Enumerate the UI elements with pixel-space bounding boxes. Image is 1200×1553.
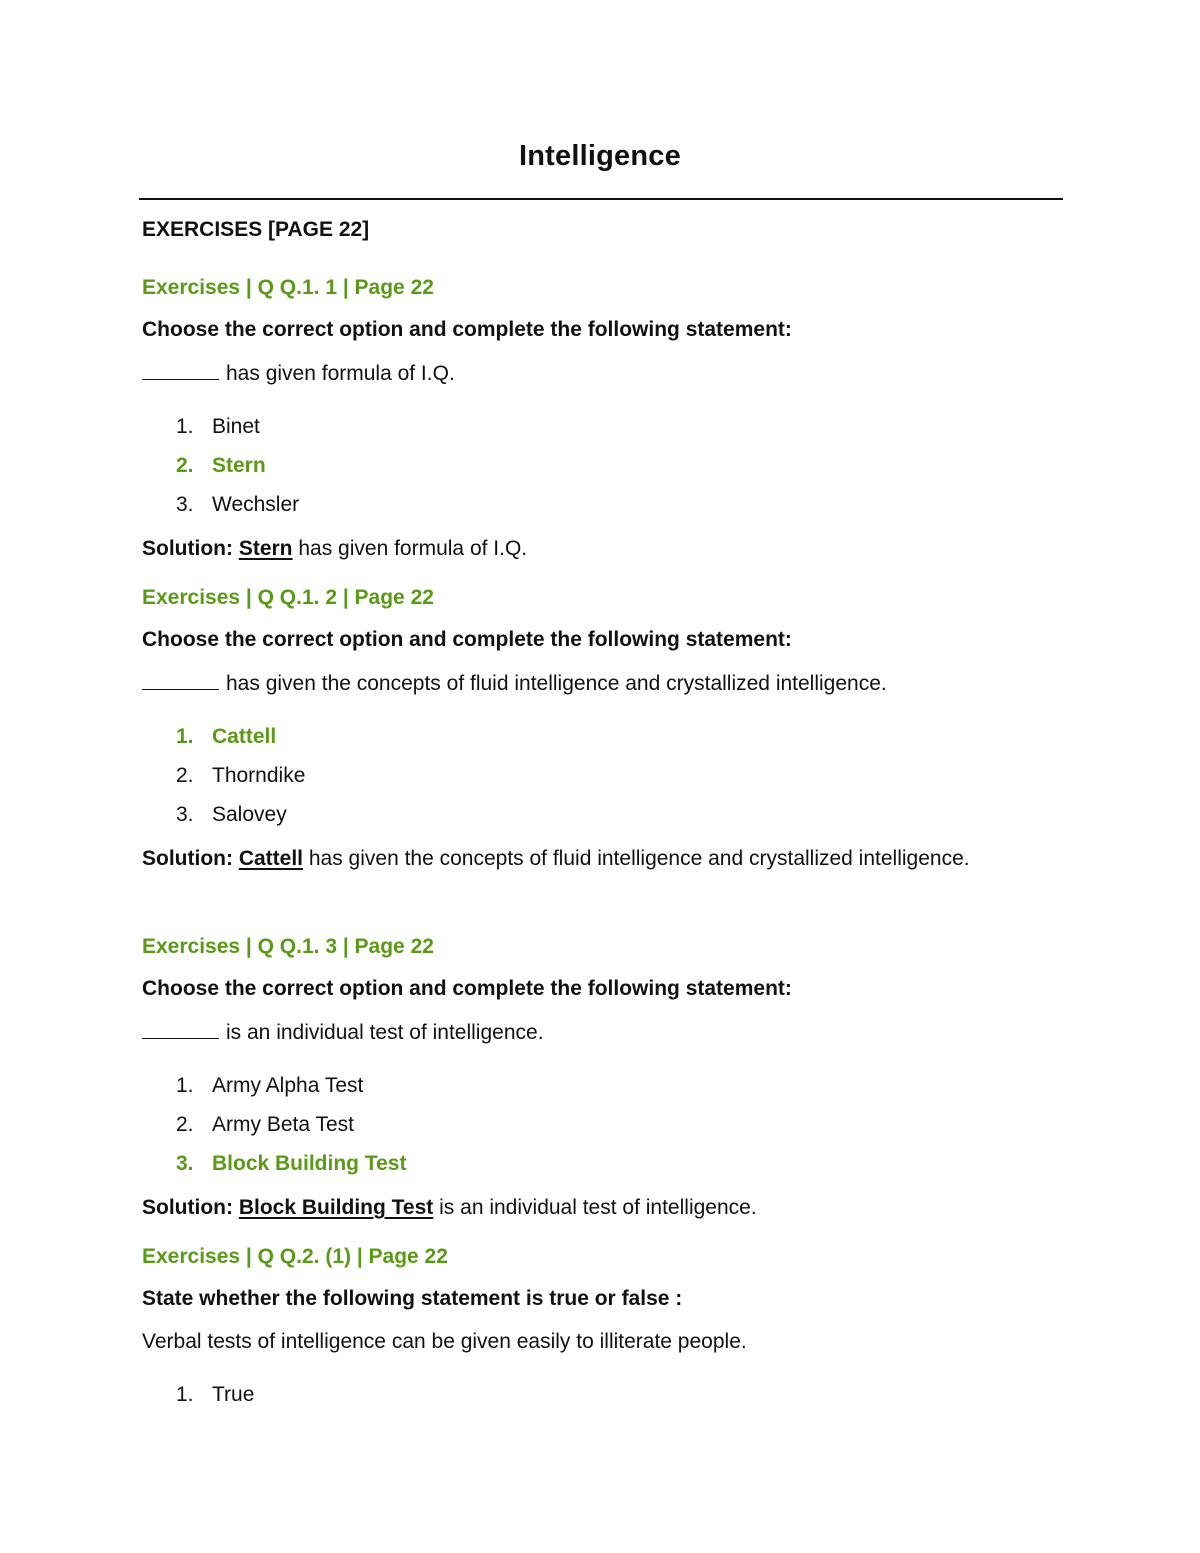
- option-number: 1.: [176, 1383, 194, 1406]
- question-heading: Exercises | Q Q.1. 1 | Page 22: [142, 276, 434, 299]
- question-block: [142, 1245, 1072, 1422]
- solution-answer: Cattell: [238, 847, 304, 870]
- section-heading: EXERCISES [PAGE 22]: [142, 218, 370, 241]
- option-list: [142, 1074, 1072, 1191]
- option-item: [142, 803, 1072, 842]
- option-item: [142, 764, 1072, 803]
- option-number: 2.: [176, 764, 194, 787]
- solution-label: Solution:: [142, 1196, 233, 1219]
- question-statement: Verbal tests of intelligence can be given easily to illiterate people.: [142, 1330, 747, 1353]
- question-instruction: Choose the correct option and complete the following statement:: [142, 318, 792, 341]
- solution-text: is an individual test of intelligence.: [439, 1196, 757, 1219]
- solution-label: Solution:: [142, 847, 233, 870]
- option-item: [142, 415, 1072, 454]
- option-list: [142, 725, 1072, 842]
- solution-text: has given the concepts of fluid intelligence and crystallized intelligence.: [308, 847, 970, 870]
- option-label: True: [212, 1383, 255, 1406]
- question-statement: [142, 361, 1072, 386]
- statement-text: is an individual test of intelligence.: [226, 1021, 544, 1044]
- question-instruction: State whether the following statement is true or false :: [142, 1287, 683, 1310]
- option-number: 1.: [176, 1074, 194, 1097]
- option-number: 3.: [176, 803, 194, 826]
- question-block: [142, 935, 1072, 1227]
- option-label: Wechsler: [212, 493, 300, 516]
- solution-label: Solution:: [142, 537, 233, 560]
- solution-text: has given formula of I.Q.: [298, 537, 528, 560]
- solution: [142, 1189, 972, 1227]
- option-number: 3.: [176, 1152, 194, 1175]
- option-label: Army Beta Test: [212, 1113, 354, 1136]
- option-label: Binet: [212, 415, 260, 438]
- question-heading: Exercises | Q Q.1. 3 | Page 22: [142, 935, 434, 958]
- solution-answer: Block Building Test: [238, 1196, 434, 1219]
- question-heading: Exercises | Q Q.1. 2 | Page 22: [142, 586, 434, 609]
- fill-blank: [142, 671, 219, 690]
- option-list: [142, 1383, 1072, 1422]
- page-title: Intelligence: [519, 140, 681, 172]
- option-item-correct: [142, 725, 1072, 764]
- option-item: [142, 493, 1072, 532]
- question-heading: Exercises | Q Q.2. (1) | Page 22: [142, 1245, 448, 1268]
- option-label: Cattell: [212, 725, 277, 748]
- statement-text: has given the concepts of fluid intelligence and crystallized intelligence.: [226, 672, 887, 695]
- solution: [142, 530, 972, 568]
- option-number: 2.: [176, 1113, 194, 1136]
- option-number: 1.: [176, 415, 194, 438]
- option-number: 1.: [176, 725, 194, 748]
- option-list: [142, 415, 1072, 532]
- question-instruction: Choose the correct option and complete the following statement:: [142, 977, 792, 1000]
- option-item: [142, 1113, 1072, 1152]
- question-block: [142, 586, 1072, 878]
- question-block: [142, 276, 1072, 568]
- question-statement: [142, 1020, 1072, 1045]
- option-label: Salovey: [212, 803, 287, 826]
- option-item: [142, 1383, 1072, 1422]
- solution: [142, 840, 972, 878]
- title-divider: [139, 198, 1063, 200]
- solution-answer: Stern: [238, 537, 293, 560]
- option-number: 2.: [176, 454, 194, 477]
- option-label: Block Building Test: [212, 1152, 407, 1175]
- statement-text: has given formula of I.Q.: [226, 362, 455, 385]
- option-item-correct: [142, 454, 1072, 493]
- question-instruction: Choose the correct option and complete the following statement:: [142, 628, 792, 651]
- option-label: Stern: [212, 454, 266, 477]
- option-label: Army Alpha Test: [212, 1074, 364, 1097]
- fill-blank: [142, 1020, 219, 1039]
- question-statement: [142, 671, 1072, 696]
- fill-blank: [142, 361, 219, 380]
- option-item: [142, 1074, 1072, 1113]
- option-label: Thorndike: [212, 764, 306, 787]
- option-item-correct: [142, 1152, 1072, 1191]
- option-number: 3.: [176, 493, 194, 516]
